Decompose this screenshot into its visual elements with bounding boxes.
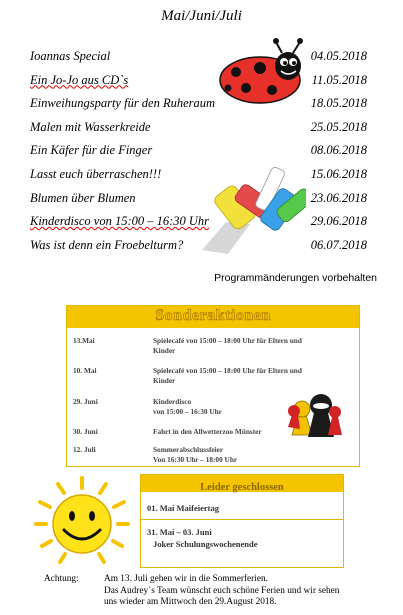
- program-row: [30, 93, 375, 117]
- program-event: Ein Käfer für die Finger: [30, 143, 153, 158]
- program-date: 06.07.2018: [310, 237, 367, 252]
- sonderaktion-date: 13.Mai: [73, 336, 95, 345]
- sonderaktion-text: [153, 336, 313, 356]
- divider: [141, 519, 343, 520]
- sonderaktion-date: 29. Juni: [73, 397, 98, 406]
- achtung-label: Achtung:: [44, 574, 79, 584]
- sonderaktion-line1: Sommerabschlussfeier: [153, 445, 224, 454]
- sonderaktionen-header: [67, 306, 359, 328]
- sonderaktion-date: 30. Juni: [73, 427, 98, 436]
- program-event: Blumen über Blumen: [30, 190, 136, 205]
- program-row: [30, 70, 375, 94]
- sonderaktion-line2: Von 16:30 Uhr – 18:00 Uhr: [153, 455, 238, 464]
- program-note: Programmänderungen vorbehalten: [214, 272, 377, 284]
- geschlossen-box: [140, 474, 344, 568]
- program-row: [30, 140, 375, 164]
- sonderaktion-line1: Spielecafé von 15:00 – 18:00 Uhr für Eltern und: [153, 366, 302, 375]
- program-date: 25.05.2018: [310, 119, 367, 134]
- achtung-line: Das Audrey`s Team wünscht euch schöne Ferien und wir sehen: [104, 585, 340, 596]
- geschlossen-header: [141, 475, 343, 492]
- achtung-line: Am 13. Juli gehen wir in die Sommerferien.: [104, 574, 268, 584]
- sonderaktion-line1: Kinderdisco: [153, 397, 192, 406]
- program-date: 04.05.2018: [310, 49, 367, 63]
- program-date: 23.06.2018: [310, 190, 367, 205]
- program-event: Malen mit Wasserkreide: [30, 119, 151, 134]
- geschlossen-row-date: 31. Mai – 03. Juni: [147, 527, 212, 537]
- sonderaktion-date: 10. Mai: [73, 366, 97, 375]
- program-row: [30, 117, 375, 141]
- sonderaktion-line1: Spielecafé von 15:00 – 18:00 Uhr für Eltern und: [153, 336, 302, 345]
- program-event: Ein Jo-Jo aus CD`s: [30, 72, 129, 87]
- ladybug-icon: [216, 36, 306, 108]
- sonderaktion-line2: von 15:00 – 16:30 Uhr: [153, 407, 222, 416]
- game-pieces-icon: [286, 385, 344, 441]
- achtung-line: uns wieder am Mittwoch den 29.August 2018.: [104, 597, 277, 607]
- page-title: Mai/Juni/Juli: [161, 8, 242, 24]
- program-row: [30, 46, 375, 70]
- program-event: Was ist denn ein Froebelturm?: [30, 237, 184, 252]
- geschlossen-row: 01. Mai Maifeiertag: [147, 503, 219, 513]
- sonderaktion-line2: Kinder: [153, 376, 176, 385]
- sonderaktion-line2: Kinder: [153, 346, 176, 355]
- achtung-text: [104, 574, 400, 609]
- geschlossen-row-text: Joker Schulungswochenende: [153, 539, 258, 549]
- sun-icon: [32, 474, 134, 568]
- sonderaktionen-heading: Sonderaktionen: [155, 307, 271, 324]
- chalk-icon: [198, 162, 306, 257]
- sonderaktion-date: 12. Juli: [73, 445, 96, 454]
- program-date: 29.06.2018: [310, 214, 367, 229]
- program-event: Einweihungsparty für den Ruheraum: [30, 96, 216, 111]
- sonderaktion-text: [153, 366, 313, 386]
- program-event: Ioannas Special: [30, 49, 111, 63]
- program-date: 18.05.2018: [310, 96, 367, 111]
- sonderaktion-text: [153, 445, 313, 465]
- program-event: Lasst euch überraschen!!!: [30, 166, 162, 181]
- program-date: 11.05.2018: [311, 72, 367, 87]
- sonderaktion-line1: Fahrt in den Allwetterzoo Münster: [153, 427, 262, 436]
- geschlossen-heading: Leider geschlossen: [200, 482, 284, 493]
- program-date: 08.06.2018: [310, 143, 367, 158]
- program-event: Kinderdisco von 15:00 – 16:30 Uhr: [30, 214, 210, 229]
- program-date: 15.06.2018: [310, 166, 367, 181]
